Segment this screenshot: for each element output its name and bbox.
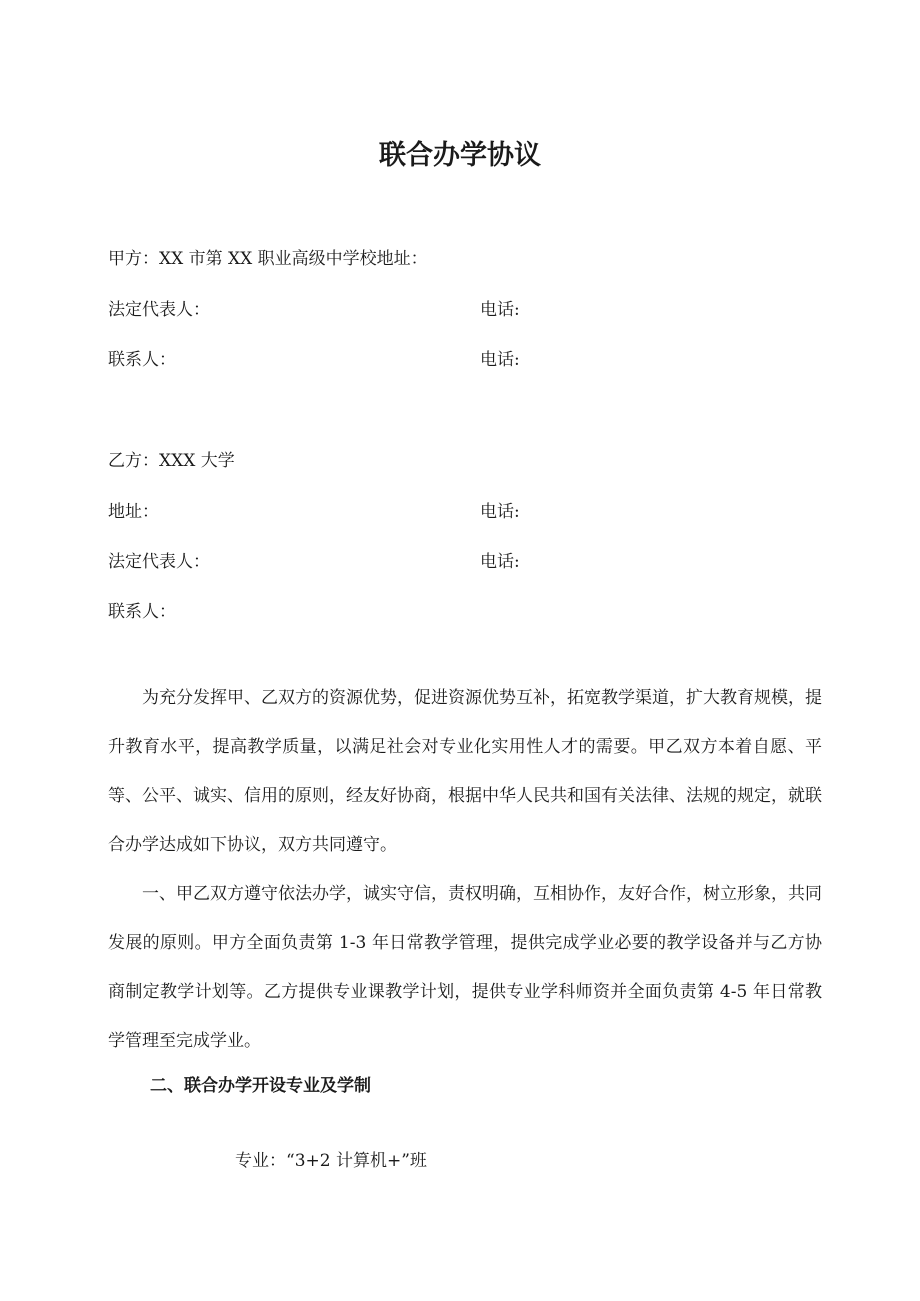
party-b-legal-rep: 法定代表人： [108,552,210,572]
section-two-heading: 二、联合办学开设专业及学制 [150,1076,371,1096]
party-a-contact: 联系人： [108,350,176,370]
party-b-address-phone: 电话: [480,502,520,522]
party-a-line: 甲方：XX 市第 XX 职业高级中学校地址： [108,249,428,269]
party-b-legal-rep-phone: 电话: [480,552,520,572]
party-b-contact: 联系人： [108,602,176,622]
party-a-legal-rep-phone: 电话: [480,300,520,320]
party-b-address: 地址： [108,502,159,522]
clause-one-paragraph: 一、甲乙双方遵守依法办学，诚实守信，责权明确，互相协作，友好合作，树立形象，共同发展的原则。甲方全面负责第 1-3 年日常教学管理，提供完成学业必要的教学设备并与乙方协商制定教学计划等。乙方提供专业课教学计划，提供专业学科师资并全面负责第 4-5 年日常教学管理至完成学业。 [108,884,822,1051]
party-a-legal-rep: 法定代表人： [108,300,210,320]
party-b-line: 乙方：XXX 大学 [108,451,235,471]
party-a-contact-phone: 电话: [480,350,520,370]
major-line: 专业：“3+2 计算机+”班 [235,1151,427,1171]
intro-paragraph: 为充分发挥甲、乙双方的资源优势，促进资源优势互补，拓宽教学渠道，扩大教育规模，提升教育水平，提高教学质量，以满足社会对专业化实用性人才的需要。甲乙双方本着自愿、平等、公平、诚实、信用的原则，经友好协商，根据中华人民共和国有关法律、法规的规定，就联合办学达成如下协议，双方共同遵守。 [108,688,822,855]
document-title: 联合办学协议 [379,140,541,171]
